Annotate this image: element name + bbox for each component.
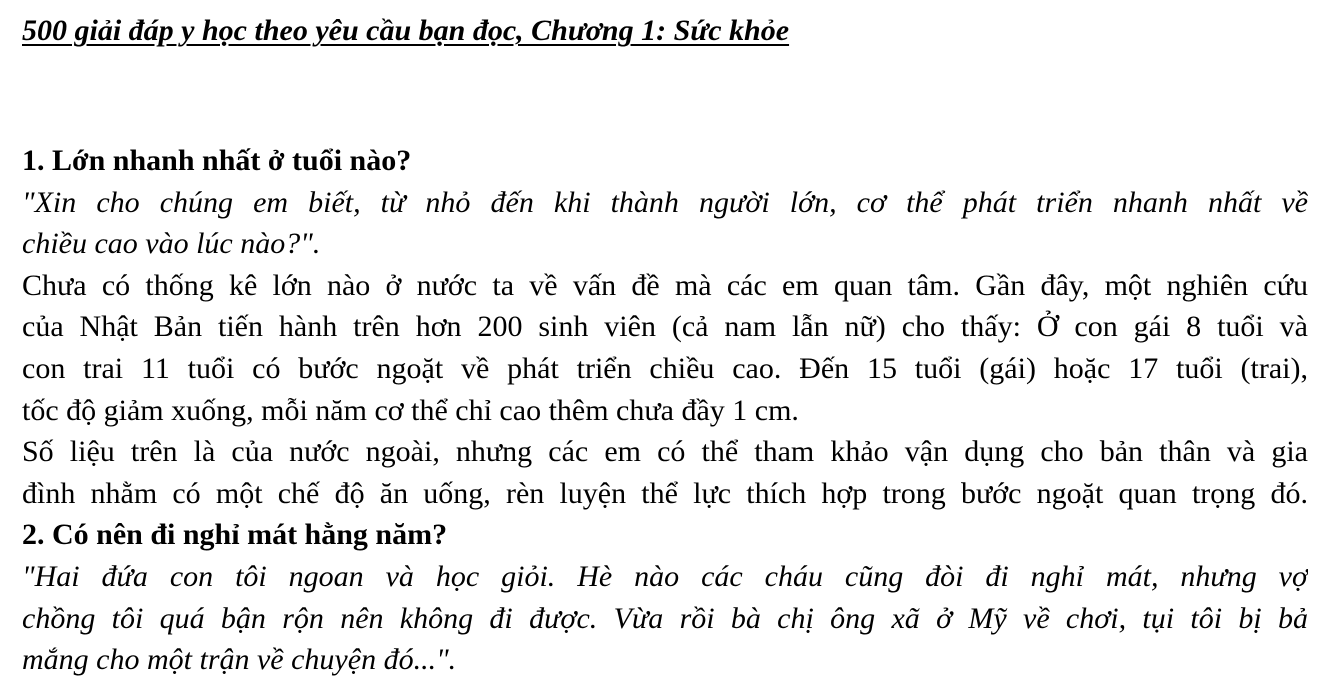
document-title: 500 giải đáp y học theo yêu cầu bạn đọc, Chương 1: Sức khỏe	[22, 14, 790, 47]
section-1-answer-line-4: tốc độ giảm xuống, mỗi năm cơ thể chỉ cao thêm chưa đầy 1 cm.	[22, 393, 799, 427]
section-1-answer-line-1: Chưa có thống kê lớn nào ở nước ta về vấn đề mà các em quan tâm. Gần đây, một nghiên cứu	[22, 268, 1308, 302]
section-1-heading: 1. Lớn nhanh nhất ở tuổi nào?	[22, 144, 412, 177]
document-content	[22, 140, 1308, 681]
section-2-question-line-1: "Hai đứa con tôi ngoan và học giỏi. Hè nào các cháu cũng đòi đi nghỉ mát, nhưng vợ	[22, 559, 1308, 593]
section-1-question-line-2: chiều cao vào lúc nào?".	[22, 227, 321, 261]
section-1-answer-line-5: Số liệu trên là của nước ngoài, nhưng các em có thể tham khảo vận dụng cho bản thân và gia	[22, 435, 1308, 469]
section-1-answer-line-3: con trai 11 tuổi có bước ngoặt về phát triển chiều cao. Đến 15 tuổi (gái) hoặc 17 tuổi (trai),	[22, 351, 1308, 385]
section-2-question-line-3: mắng cho một trận về chuyện đó...".	[22, 643, 457, 677]
section-1-answer-line-2: của Nhật Bản tiến hành trên hơn 200 sinh viên (cả nam lẫn nữ) cho thấy: Ở con gái 8 tuổi và	[22, 310, 1308, 344]
section-2-heading: 2. Có nên đi nghỉ mát hằng năm?	[22, 518, 448, 552]
section-2-question-line-2: chồng tôi quá bận rộn nên không đi được. Vừa rồi bà chị ông xã ở Mỹ về chơi, tụi tôi bị bả	[22, 601, 1308, 635]
section-1-answer-line-6: đình nhằm có một chế độ ăn uống, rèn luyện thể lực thích hợp trong bước ngoặt quan trọng đó.	[22, 476, 1308, 510]
section-1-question-line-1: "Xin cho chúng em biết, từ nhỏ đến khi thành người lớn, cơ thể phát triển nhanh nhất về	[22, 185, 1308, 219]
